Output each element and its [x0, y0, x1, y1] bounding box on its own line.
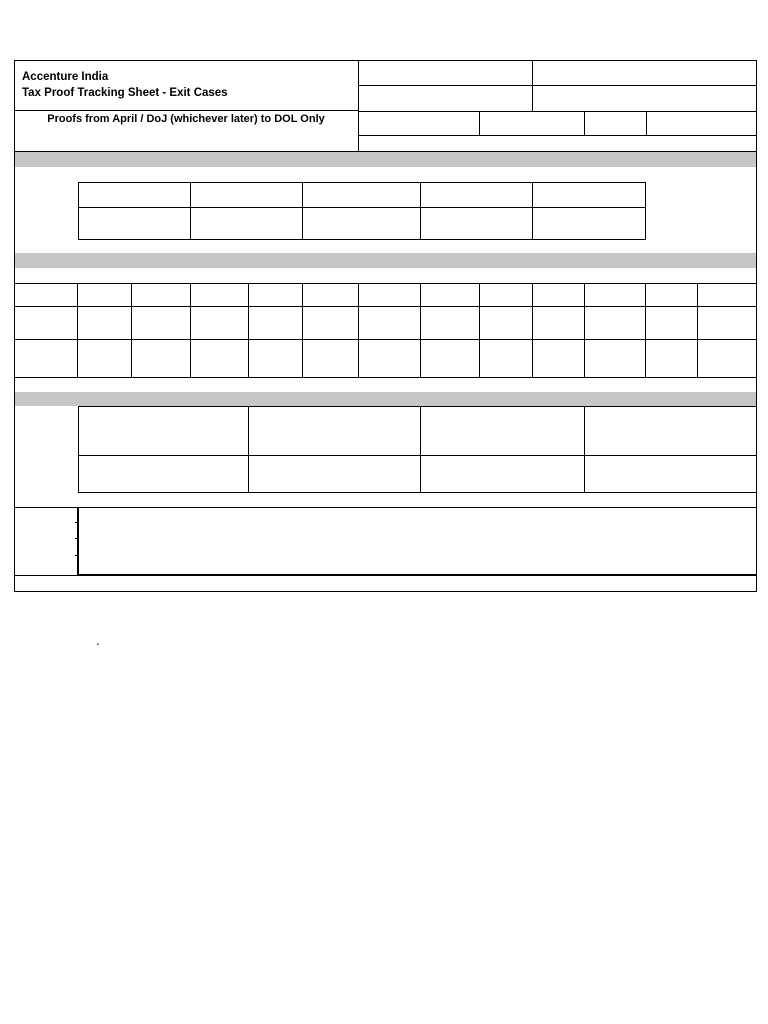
- detail-grid-col-line: [77, 283, 78, 377]
- footer-dot: .: [96, 633, 100, 648]
- summary-grid-left: [78, 406, 79, 492]
- detail-grid-col-line: [479, 283, 480, 377]
- remarks-label-top: [14, 507, 78, 508]
- detail-grid-col-line: [645, 283, 646, 377]
- detail-grid-col-line: [190, 283, 191, 377]
- info-grid-col-line: [190, 182, 191, 240]
- header-right-lower-line: [358, 111, 757, 112]
- detail-grid-col-line: [584, 283, 585, 377]
- info-grid-col-line: [302, 182, 303, 240]
- header-cell-divider-2: [584, 111, 585, 135]
- info-grid: [78, 182, 646, 240]
- section-bar-3: [15, 392, 756, 406]
- form-bottom-row-line: [14, 575, 757, 576]
- remarks-tick: [75, 555, 79, 556]
- header-divider: [358, 60, 359, 152]
- remarks-box: [78, 507, 757, 575]
- detail-grid-col-line: [131, 283, 132, 377]
- header-cell-divider-1: [479, 111, 480, 135]
- header-cell-divider-3: [646, 111, 647, 135]
- info-grid-row-line: [78, 207, 646, 208]
- summary-grid-col-line: [420, 406, 421, 492]
- detail-grid-bottom: [14, 377, 757, 378]
- detail-grid-col-line: [248, 283, 249, 377]
- proof-period-note: Proofs from April / DoJ (whichever later) to DOL Only: [47, 113, 325, 125]
- remarks-tick: [75, 522, 79, 523]
- summary-grid-row-line: [78, 455, 757, 456]
- detail-grid-col-line: [532, 283, 533, 377]
- section-bar-1: [15, 152, 756, 167]
- header-right-mid-line: [358, 85, 757, 86]
- header-row-divider: [14, 110, 358, 111]
- company-name: Accenture India: [22, 71, 109, 83]
- section-bar-2: [15, 253, 756, 268]
- detail-grid-col-line: [358, 283, 359, 377]
- summary-grid-top: [78, 406, 757, 407]
- detail-grid-col-line: [697, 283, 698, 377]
- summary-grid-bottom: [78, 492, 757, 493]
- header-right-bottom-line: [358, 135, 757, 136]
- sheet-title: Tax Proof Tracking Sheet - Exit Cases: [22, 87, 228, 99]
- remarks-tick: [75, 538, 79, 539]
- detail-grid-col-line: [420, 283, 421, 377]
- info-grid-col-line: [532, 182, 533, 240]
- summary-grid-col-line: [248, 406, 249, 492]
- detail-grid-col-line: [302, 283, 303, 377]
- info-grid-col-line: [420, 182, 421, 240]
- summary-grid-col-line: [584, 406, 585, 492]
- remarks-label-divider: [77, 507, 78, 575]
